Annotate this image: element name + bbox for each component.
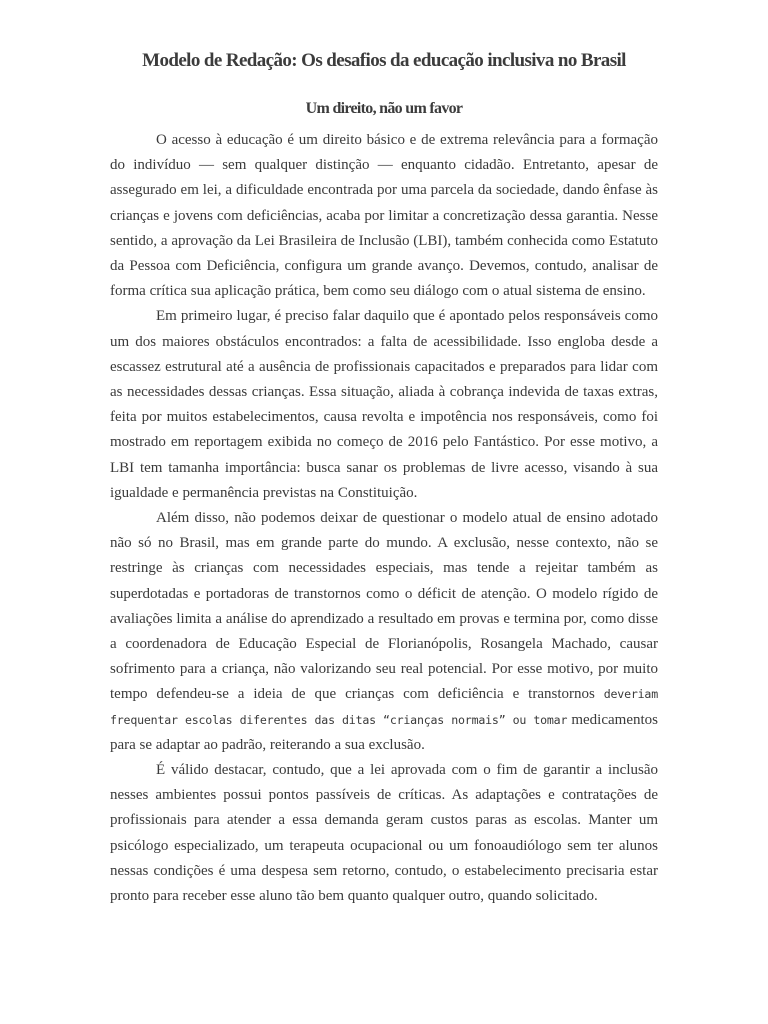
paragraph-3-text-a: Além disso, não podemos deixar de questionar o modelo atual de ensino adotado não só no Brasil, mas em grande parte do mundo. A exclusão, nesse contexto, não se restringe às crianças com necessidades especiais, mas tende a rejeitar também as superdotadas e portadoras de transtornos como o déficit de atenção. O modelo rígido de avaliações limita a análise do aprendizado a resultado em provas e termina por, como disse a coordenadora de Educação Especial de Florianópolis, Rosangela Machado, causar sofrimento para a criança, não valorizando seu real potencial. Por esse motivo, por muito tempo defendeu-se a ideia de que crianças com deficiência e transtornos [110,510,658,703]
paragraph-3 [110,506,658,758]
paragraph-1: O acesso à educação é um direito básico e de extrema relevância para a formação do indivíduo — sem qualquer distinção — enquanto cidadão. Entretanto, apesar de assegurado em lei, a dificuldade encontrada por uma parcela da sociedade, dando ênfase às crianças e jovens com deficiências, acaba por limitar a concretização dessa garantia. Nesse sentido, a aprovação da Lei Brasileira de Inclusão (LBI), também conhecida como Estatuto da Pessoa com Deficiência, configura um grande avanço. Devemos, contudo, analisar de forma crítica sua aplicação prática, bem como seu diálogo com o atual sistema de ensino. [110,132,658,300]
paragraph-2: Em primeiro lugar, é preciso falar daquilo que é apontado pelos responsáveis como um dos maiores obstáculos encontrados: a falta de acessibilidade. Isso engloba desde a escassez estrutural até a ausência de profissionais capacitados e preparados para lidar com as necessidades dessas crianças. Essa situação, aliada à cobrança indevida de taxas extras, feita por muitos estabelecimentos, causa revolta e impotência nos responsáveis, como foi mostrado em reportagem exibida no começo de 2016 pelo Fantástico. Por esse motivo, a LBI tem tamanha importância: busca sanar os problemas de livre acesso, visando à sua igualdade e permanência previstas na Constituição. [110,308,658,501]
document-title: Modelo de Redação: Os desafios da educação inclusiva no Brasil [142,50,626,71]
paragraph-4: É válido destacar, contudo, que a lei aprovada com o fim de garantir a inclusão nesses ambientes possui pontos passíveis de críticas. As adaptações e contratações de profissionais para atender a essa demanda geram custos paras as escolas. Manter um psicólogo especializado, um terapeuta ocupacional ou um fonoaudiólogo sem ter alunos nessas condições é uma despesa sem retorno, contudo, o estabelecimento precisaria estar pronto para receber esse aluno tão bem quanto qualquer outro, quando solicitado. [110,762,658,905]
paragraph-3-monospace-line: deveriam frequentar escolas diferentes das ditas “crianças normais” ou tomar [110,687,658,727]
paragraph-3-text-b: medicamentos para se adaptar ao padrão, reiterando a sua exclusão. [110,711,658,753]
document-body [110,128,658,909]
document-subtitle: Um direito, não um favor [305,100,463,117]
